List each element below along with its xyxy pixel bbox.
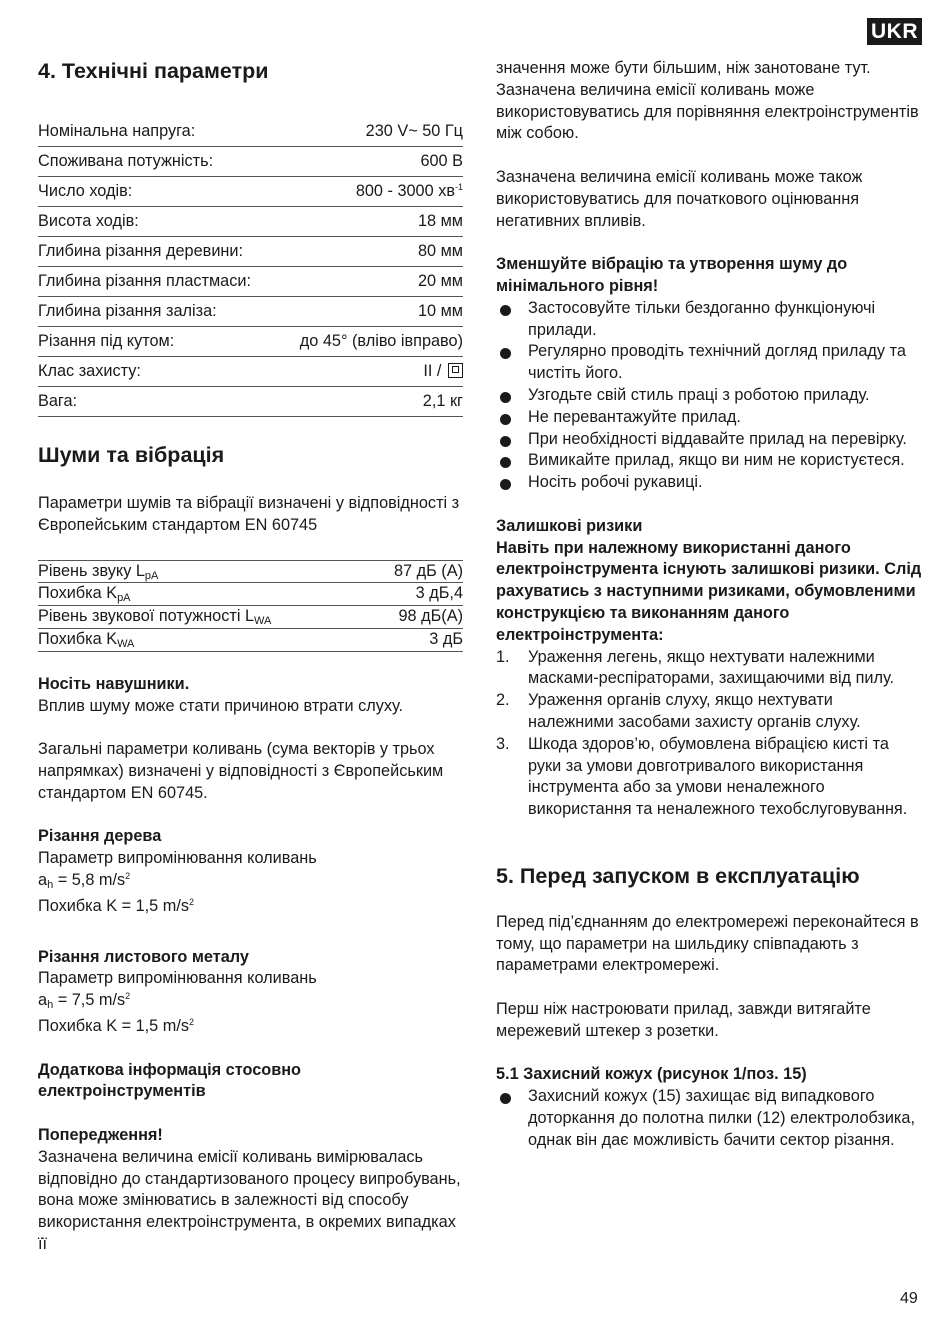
list-item: Носіть робочі рукавиці. [496, 472, 922, 494]
table-row [38, 583, 463, 606]
spec-label: Глибина різання деревини: [38, 237, 279, 267]
uncertainty-text: Похибка K = 1,5 m/s [38, 1016, 189, 1035]
spec-value: 20 мм [279, 267, 463, 297]
table-row [38, 267, 463, 297]
spec-label: Висота ходів: [38, 207, 279, 237]
list-item: Застосовуйте тільки бездоганно функціонуючі прилади. [496, 298, 922, 342]
spec-label: Глибина різання заліза: [38, 297, 279, 327]
noise-label [38, 628, 366, 651]
ear-protection-text: Вплив шуму може стати причиною втрати слуху. [38, 696, 404, 715]
spec-value: 2,1 кг [279, 387, 463, 417]
section-5-heading: 5. Перед запуском в експлуатацію [496, 863, 860, 888]
noise-value: 3 дБ [366, 628, 463, 651]
guard-heading: 5.1 Захисний кожух (рисунок 1/поз. 15) [496, 1065, 807, 1084]
noise-label-text: Рівень звуку L [38, 561, 145, 580]
table-row [38, 147, 463, 177]
noise-table [38, 560, 463, 652]
list-item: Не перевантажуйте прилад. [496, 407, 922, 429]
residual-risks-list [496, 647, 922, 821]
list-number: 3. [496, 734, 510, 753]
noise-label-text: Похибка K [38, 584, 118, 603]
ah-unit-exponent: 2 [125, 991, 131, 1002]
spec-value-text: II / [423, 361, 442, 380]
table-row [38, 237, 463, 267]
spec-value: 10 мм [279, 297, 463, 327]
noise-value: 98 дБ(A) [366, 606, 463, 629]
ah-symbol: a [38, 991, 48, 1010]
metal-uncertainty [38, 1016, 463, 1038]
warning-text: Зазначена величина емісії коливань вимірювалась відповідно до стандартизованого процесу випробувань, вона може змінюватись в залежності від способу використання електроінструмента, в окремих випадках її [38, 1147, 461, 1253]
uncertainty-unit-exponent: 2 [189, 1016, 195, 1027]
spec-label: Споживана потужність: [38, 147, 279, 177]
spec-value [279, 357, 463, 387]
technical-parameters-table [38, 117, 463, 417]
list-item-text: Ураження легень, якщо нехтувати належними масками-респіраторами, захищаючими від пилу. [528, 647, 895, 688]
wood-ah-value [38, 870, 463, 892]
noise-value: 87 дБ (A) [366, 560, 463, 583]
emission-assessment-text: Зазначена величина емісії коливань може також використовуватись для початкового оцінювання негативних впливів. [496, 167, 863, 230]
metal-cutting-heading: Різання листового металу [38, 947, 249, 966]
spec-label: Число ходів: [38, 177, 279, 207]
spec-value: 230 V~ 50 Гц [279, 117, 463, 147]
spec-value-exponent: -1 [454, 181, 463, 192]
additional-info-heading: Додаткова інформація стосовно електроінструментів [38, 1060, 301, 1101]
spec-value: 600 В [279, 147, 463, 177]
spec-value: до 45° (вліво івправо) [279, 327, 463, 357]
connection-check-text: Перед під’єднанням до електромережі переконайтеся в тому, що параметри на шильдику співпадають з параметрами електромережі. [496, 912, 919, 975]
table-row [38, 628, 463, 651]
metal-ah-value [38, 990, 463, 1012]
reduce-vibration-heading: Зменшуйте вібрацію та утворення шуму до мінімального рівня! [496, 255, 848, 295]
table-row [38, 606, 463, 629]
list-number: 1. [496, 647, 510, 666]
list-item: При необхідності віддавайте прилад на перевірку. [496, 429, 922, 451]
spec-label: Різання під кутом: [38, 327, 279, 357]
guard-list [496, 1086, 922, 1151]
ah-symbol: a [38, 870, 48, 889]
noise-vibration-heading: Шуми та вібрація [38, 443, 225, 467]
spec-value: 18 мм [279, 207, 463, 237]
language-tab: UKR [867, 18, 922, 45]
noise-label [38, 560, 366, 583]
noise-label [38, 606, 366, 629]
list-item: Узгодьте свій стиль праці з роботою приладу. [496, 385, 922, 407]
ah-value-text: = 7,5 m/s [53, 991, 126, 1010]
continued-text: значення може бути більшим, ніж занотоване тут. Зазначена величина емісії коливань може використовуватись для порівняння електроінструментів між собою. [496, 59, 919, 143]
spec-label: Клас захисту: [38, 357, 279, 387]
list-item [496, 690, 922, 734]
uncertainty-unit-exponent: 2 [189, 896, 195, 907]
spec-label: Глибина різання пластмаси: [38, 267, 279, 297]
list-item [496, 734, 922, 821]
reduce-vibration-list [496, 298, 922, 494]
spec-value: 80 мм [279, 237, 463, 267]
ah-subscript: h [47, 999, 54, 1012]
noise-label-subscript: pA [117, 592, 131, 605]
noise-label [38, 583, 366, 606]
table-row [38, 560, 463, 583]
list-item: Регулярно проводіть технічний догляд приладу та чистіть його. [496, 341, 922, 385]
metal-emission-label: Параметр випромінювання коливань [38, 969, 317, 988]
list-item-text: Шкода здоров’ю, обумовлена вібрацією кисті та руки за умови довготривалого використання інструмента або за умови неналежного використання та неналежного техобслуговування. [528, 734, 908, 819]
residual-risks-intro: Навіть при належному використанні даного електроінструмента існують залишкові ризики. Слід рахуватись з наступними ризиками, обумовленими конструкцією та виконанням даного електроінструмента: [496, 538, 922, 644]
table-row [38, 207, 463, 237]
table-row [38, 297, 463, 327]
ah-value-text: = 5,8 m/s [53, 870, 126, 889]
page-number: 49 [900, 1290, 918, 1307]
wood-cutting-heading: Різання дерева [38, 827, 162, 846]
noise-label-subscript: WA [117, 637, 135, 650]
spec-value-text: 800 - 3000 хв [355, 181, 455, 200]
section-4-heading: 4. Технічні параметри [38, 59, 269, 83]
noise-label-text: Похибка K [38, 629, 118, 648]
list-item [496, 647, 922, 691]
table-row [38, 177, 463, 207]
double-insulation-icon [448, 363, 463, 378]
list-number: 2. [496, 691, 510, 710]
vibration-text: Загальні параметри коливань (сума векторів у трьох напрямках) визначені у відповідності з Європейським стандартом EN 60745. [38, 740, 444, 802]
table-row [38, 117, 463, 147]
ah-unit-exponent: 2 [125, 870, 131, 881]
noise-label-subscript: pA [144, 569, 159, 582]
noise-label-subscript: WA [254, 615, 272, 628]
ear-protection-heading: Носіть навушники. [38, 674, 190, 693]
noise-intro-text: Параметри шумів та вібрації визначені у відповідності з Європейським стандартом EN 60745 [38, 494, 460, 534]
table-row [38, 357, 463, 387]
left-column [38, 58, 463, 1256]
spec-value [279, 177, 463, 207]
right-column [496, 58, 922, 1152]
table-row [38, 387, 463, 417]
table-row [38, 327, 463, 357]
list-item: Захисний кожух (15) захищає від випадкового доторкання до полотна пилки (12) електролобзика, однак він дає можливість бачити сектор різання. [496, 1086, 922, 1151]
residual-risks-heading: Залишкові ризики [496, 516, 643, 535]
wood-uncertainty [38, 896, 463, 918]
warning-heading: Попередження! [38, 1125, 163, 1144]
spec-label: Вага: [38, 387, 279, 417]
ah-subscript: h [47, 878, 54, 891]
noise-label-text: Рівень звукової потужності L [38, 607, 255, 626]
uncertainty-text: Похибка K = 1,5 m/s [38, 896, 189, 915]
noise-value: 3 дБ,4 [366, 583, 463, 606]
wood-emission-label: Параметр випромінювання коливань [38, 849, 317, 868]
list-item: Вимикайте прилад, якщо ви ним не користуєтеся. [496, 450, 922, 472]
spec-label: Номінальна напруга: [38, 117, 279, 147]
list-item-text: Ураження органів слуху, якщо нехтувати належними засобами захисту органів слуху. [528, 691, 861, 731]
unplug-text: Перш ніж настроювати прилад, завжди витягайте мережевий штекер з розетки. [496, 1000, 871, 1040]
